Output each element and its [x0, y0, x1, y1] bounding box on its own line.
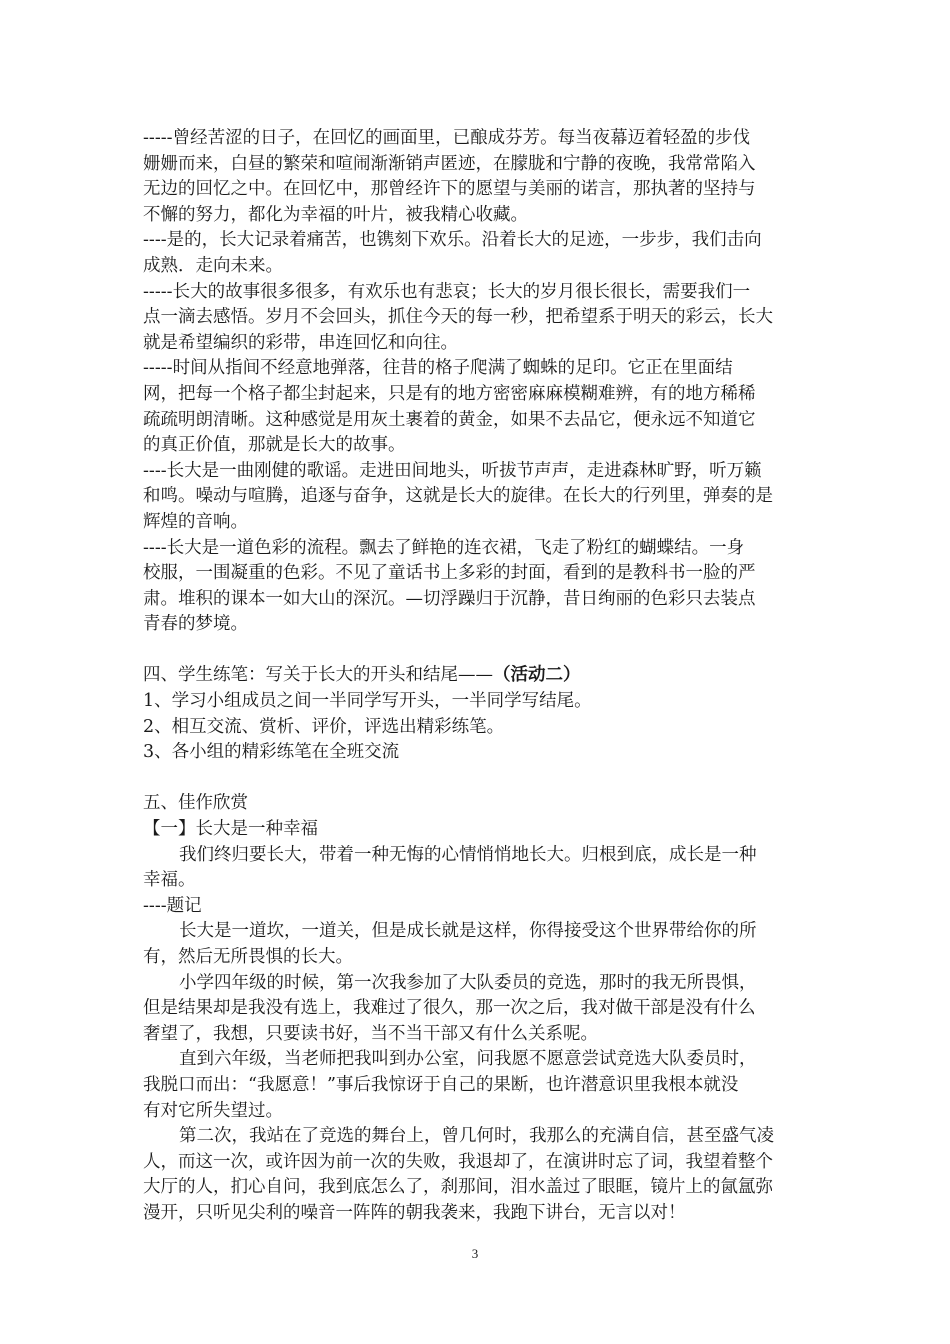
blank-line: [143, 638, 813, 664]
text-line: ----长大是一曲刚健的歌谣。走进田间地头，听拔节声声，走进森林旷野，听万籁: [143, 460, 762, 481]
text-line: 就是希望编织的彩带，串连回忆和向往。: [143, 332, 458, 353]
text-line: 大厅的人，扪心自问，我到底怎么了，刹那间，泪水盖过了眼眶，镜片上的氤氲弥: [143, 1177, 773, 1198]
text-line: 成熟．走向未来。: [143, 255, 283, 276]
text-line: 人，而这一次，或许因为前一次的失败，我退却了，在演讲时忘了词，我望着整个: [143, 1151, 773, 1172]
epigraph-label: ----题记: [143, 895, 202, 916]
blank-line: [143, 766, 813, 792]
text-line: ----是的，长大记录着痛苦，也镌刻下欢乐。沿着长大的足迹，一步步，我们击向: [143, 230, 762, 251]
text-line: -----长大的故事很多很多，有欢乐也有悲哀；长大的岁月很长很长，需要我们一: [143, 281, 751, 302]
list-item: 2、相互交流、赏析、评价，评选出精彩练笔。: [143, 716, 505, 737]
text-line: 校服，一围凝重的色彩。不见了童话书上多彩的封面，看到的是教科书一脸的严: [143, 563, 756, 584]
text-line: 有，然后无所畏惧的长大。: [143, 947, 353, 967]
section-4: [143, 663, 813, 765]
essay-title: 【一】长大是一种幸福: [143, 819, 318, 840]
essay-paragraph: [143, 1047, 813, 1124]
text-line: 辉煌的音响。: [143, 511, 248, 532]
intro-section: [143, 126, 813, 638]
essay-paragraph: [143, 919, 813, 970]
text-line: 长大是一道坎，一道关，但是成长就是这样，你得接受这个世界带给你的所: [179, 921, 757, 942]
intro-paragraph: [143, 459, 813, 536]
text-line: -----曾经苦涩的日子，在回忆的画面里，已酿成芬芳。每当夜幕迈着轻盈的步伐: [143, 128, 751, 148]
text-line: 的真正价值，那就是长大的故事。: [143, 435, 406, 456]
text-line: 奢望了，我想，只要读书好，当不当干部又有什么关系呢。: [143, 1023, 598, 1044]
text-line: 网，把每一个格子都尘封起来，只是有的地方密密麻麻模糊难辨，有的地方稀稀: [143, 383, 756, 404]
text-line: 点一滴去感悟。岁月不会回头，抓住今天的每一秒，把希望系于明天的彩云，长大: [143, 307, 773, 328]
list-item: 1、学习小组成员之间一半同学写开头，一半同学写结尾。: [143, 691, 592, 712]
intro-paragraph: [143, 536, 813, 638]
list-item: 3、各小组的精彩练笔在全班交流: [143, 742, 400, 763]
text-line: 但是结果却是我没有选上，我难过了很久，那一次之后，我对做干部是没有什么: [143, 998, 756, 1019]
intro-paragraph: [143, 356, 813, 458]
essay-paragraph: [143, 971, 813, 1048]
section-heading: [143, 663, 813, 689]
text-line: 幸福。: [143, 870, 196, 891]
text-line: 无边的回忆之中。在回忆中，那曾经许下的愿望与美丽的诺言，那执著的坚持与: [143, 179, 756, 200]
text-line: 我们终归要长大，带着一种无悔的心情悄悄地长大。归根到底，成长是一种: [179, 844, 757, 865]
intro-paragraph: [143, 228, 813, 279]
section-heading: 五、佳作欣赏: [143, 793, 248, 814]
text-line: 不懈的努力，都化为幸福的叶片，被我精心收藏。: [143, 204, 528, 225]
activity-label: （活动二）: [493, 665, 581, 686]
section-heading-text: 四、学生练笔：写关于长大的开头和结尾——: [143, 665, 493, 686]
text-line: 有对它所失望过。: [143, 1100, 283, 1121]
essay-paragraph: [143, 1124, 813, 1226]
text-line: 小学四年级的时候，第一次我参加了大队委员的竞选，那时的我无所畏惧，: [179, 972, 757, 993]
document-body: [143, 126, 813, 1227]
section-5: [143, 791, 813, 1226]
text-line: 疏疏明朗清晰。这种感觉是用灰土裹着的黄金，如果不去品它，便永远不知道它: [143, 409, 756, 430]
text-line: 第二次，我站在了竞选的舞台上，曾几何时，我那么的充满自信，甚至盛气凌: [179, 1126, 774, 1147]
intro-paragraph: [143, 126, 813, 228]
text-line: 漫开，只听见尖利的噪音一阵阵的朝我袭来，我跑下讲台，无言以对！: [143, 1202, 686, 1223]
text-line: 青春的梦境。: [143, 614, 248, 635]
epigraph: [143, 843, 813, 920]
intro-paragraph: [143, 280, 813, 357]
text-line: 直到六年级，当老师把我叫到办公室，问我愿不愿意尝试竞选大队委员时，: [179, 1049, 757, 1070]
text-line: ----长大是一道色彩的流程。飘去了鲜艳的连衣裙，飞走了粉红的蝴蝶结。一身: [143, 537, 745, 558]
text-line: 肃。堆积的课本一如大山的深沉。—切浮躁归于沉静，昔日绚丽的色彩只去装点: [143, 588, 756, 609]
text-line: 姗姗而来，白昼的繁荣和喧闹渐渐销声匿迹，在朦胧和宁静的夜晚，我常常陷入: [143, 153, 756, 174]
text-line: 和鸣。噪动与喧腾，追逐与奋争，这就是长大的旋律。在长大的行列里，弹奏的是: [143, 486, 773, 507]
text-line: 我脱口而出：“我愿意！”事后我惊讶于自己的果断，也许潜意识里我根本就没: [143, 1074, 739, 1095]
text-line: -----时间从指间不经意地弹落，往昔的格子爬满了蜘蛛的足印。它正在里面结: [143, 358, 733, 379]
page-number: 3: [471, 1246, 479, 1261]
